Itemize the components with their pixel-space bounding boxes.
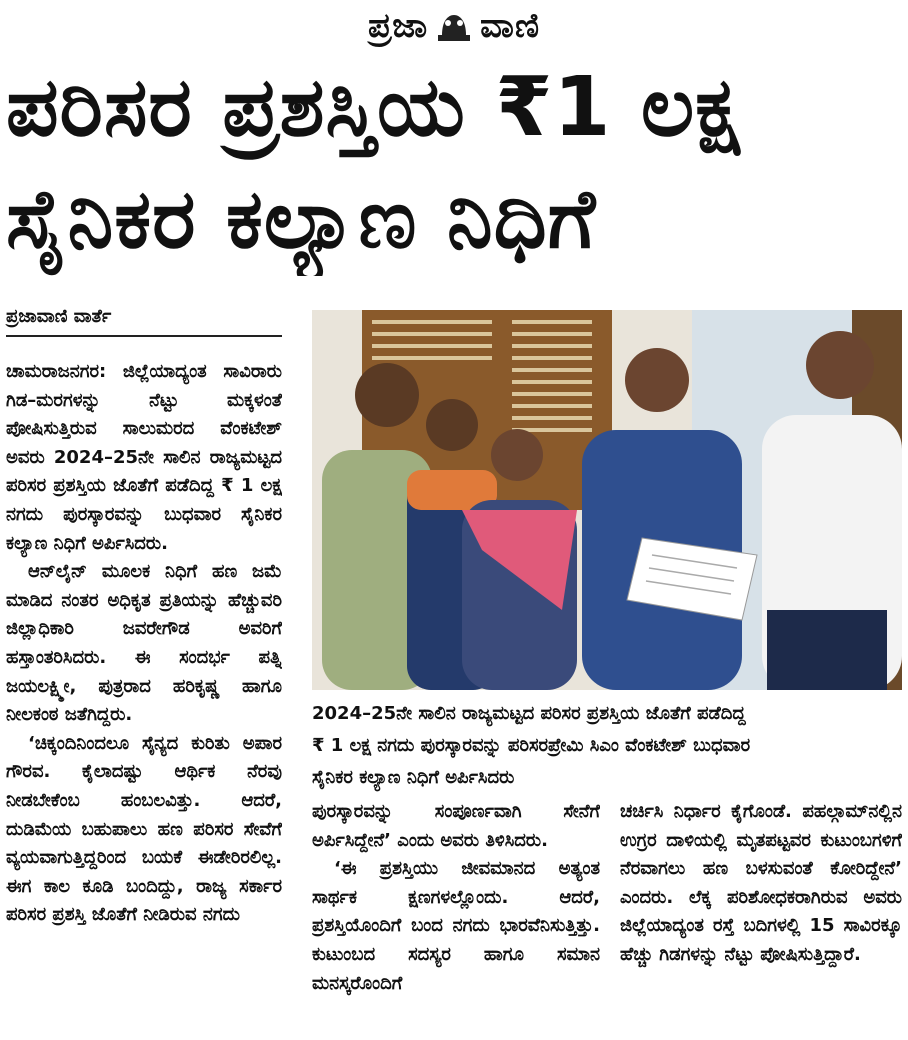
lion-emblem-icon [434,7,474,45]
headline [6,52,902,276]
paragraph: ‘ಈ ಪ್ರಶಸ್ತಿಯು ಜೀವಮಾನದ ಅತ್ಯಂತ ಸಾರ್ಥಕ ಕ್ಷಣಗಳಲ್ಲೊಂದು. ಆದರೆ, ಪ್ರಶಸ್ತಿಯೊಂದಿಗೆ ಬಂದ ನಗದು ಭಾರವೆನಿಸುತ್ತಿತ್ತು. ಕುಟುಂಬದ ಸದಸ್ಯರ ಹಾಗೂ ಸಮಾನ ಮನಸ್ಕರೊಂದಿಗೆ [312,858,600,994]
photo-caption [312,698,902,794]
byline: ಪ್ರಜಾವಾಣಿ ವಾರ್ತೆ [6,306,282,337]
caption-line: ಸೈನಿಕರ ಕಲ್ಯಾಣ ನಿಧಿಗೆ ಅರ್ಪಿಸಿದರು [312,767,515,788]
masthead [0,0,908,52]
masthead-right: ವಾಣಿ [480,6,541,46]
caption-line: 2024–25ನೇ ಸಾಲಿನ ರಾಜ್ಯಮಟ್ಟದ ಪರಿಸರ ಪ್ರಶಸ್ತಿಯ ಜೊತೆಗೆ ಪಡೆದಿದ್ದ [312,703,746,724]
paragraph: ‘ಚಿಕ್ಕಂದಿನಿಂದಲೂ ಸೈನ್ಯದ ಕುರಿತು ಅಪಾರ ಗೌರವ. ಕೈಲಾದಷ್ಟು ಆರ್ಥಿಕ ನೆರವು ನೀಡಬೇಕೆಂಬ ಹಂಬಲವಿತ್ತು. ಆದರೆ, ದುಡಿಮೆಯ ಬಹುಪಾಲು ಹಣ ಪರಿಸರ ಸೇವೆಗೆ ವ್ಯಯವಾಗುತ್ತಿದ್ದರಿಂದ ಬಯಕೆ ಈಡೇರಿರಲಿಲ್ಲ. ಈಗ ಕಾಲ ಕೂಡಿ ಬಂದಿದ್ದು, ರಾಜ್ಯ ಸರ್ಕಾರ ಪರಿಸರ ಪ್ರಶಸ್ತಿ ಜೊತೆಗೆ ನೀಡಿರುವ ನಗದು [6,732,282,926]
paragraph: ಪುರಸ್ಕಾರವನ್ನು ಸಂಪೂರ್ಣವಾಗಿ ಸೇನೆಗೆ ಅರ್ಪಿಸಿದ್ದೇನೆ’ ಎಂದು ಅವರು ತಿಳಿಸಿದರು. [312,801,600,851]
news-photo [312,310,902,690]
newspaper-logo [368,7,540,45]
article-column-2 [312,798,600,1038]
photo-illustration [312,310,902,690]
article-column-1 [6,358,282,1038]
headline-line-2: ಸೈನಿಕರ ಕಲ್ಯಾಣ ನಿಧಿಗೆ [6,172,597,267]
paragraph: ಆನ್‌ಲೈನ್ ಮೂಲಕ ನಿಧಿಗೆ ಹಣ ಜಮೆ ಮಾಡಿದ ನಂತರ ಅಧಿಕೃತ ಪ್ರತಿಯನ್ನು ಹೆಚ್ಚುವರಿ ಜಿಲ್ಲಾಧಿಕಾರಿ ಜವರೇಗೌಡ ಅವರಿಗೆ ಹಸ್ತಾಂತರಿಸಿದರು. ಈ ಸಂದರ್ಭ ಪತ್ನಿ ಜಯಲಕ್ಷ್ಮೀ, ಪುತ್ರರಾದ ಹರಿಕೃಷ್ಣ ಹಾಗೂ ನೀಲಕಂಠ ಜತೆಗಿದ್ದರು. [6,561,282,726]
article-column-3 [620,798,902,1038]
paragraph: ಚಾಮರಾಜನಗರ: ಜಿಲ್ಲೆಯಾದ್ಯಂತ ಸಾವಿರಾರು ಗಿಡ–ಮರಗಳನ್ನು ನೆಟ್ಟು ಮಕ್ಕಳಂತೆ ಪೋಷಿಸುತ್ತಿರುವ ಸಾಲುಮರದ ವೆಂಕಟೇಶ್ ಅವರು 2024–25ನೇ ಸಾಲಿನ ರಾಜ್ಯಮಟ್ಟದ ಪರಿಸರ ಪ್ರಶಸ್ತಿಯ ಜೊತೆಗೆ ಪಡೆದಿದ್ದ ₹ 1 ಲಕ್ಷ ನಗದು ಪುರಸ್ಕಾರವನ್ನು ಬುಧವಾರ ಸೈನಿಕರ ಕಲ್ಯಾಣ ನಿಧಿಗೆ ಅರ್ಪಿಸಿದರು. [6,361,282,554]
paragraph: ಚರ್ಚಿಸಿ ನಿರ್ಧಾರ ಕೈಗೊಂಡೆ. ಪಹಲ್ಗಾಮ್‌ನಲ್ಲಿನ ಉಗ್ರರ ದಾಳಿಯಲ್ಲಿ ಮೃತಪಟ್ಟವರ ಕುಟುಂಬಗಳಿಗೆ ನೆರವಾಗಲು ಹಣ ಬಳಸುವಂತೆ ಕೋರಿದ್ದೇನೆ’ ಎಂದರು. ಲೆಕ್ಕ ಪರಿಶೋಧಕರಾಗಿರುವ ಅವರು ಜಿಲ್ಲೆಯಾದ್ಯಂತ ರಸ್ತೆ ಬದಿಗಳಲ್ಲಿ 15 ಸಾವಿರಕ್ಕೂ ಹೆಚ್ಚು ಗಿಡಗಳನ್ನು ನೆಟ್ಟು ಪೋಷಿಸುತ್ತಿದ್ದಾರೆ. [620,801,902,965]
masthead-left: ಪ್ರಜಾ [367,6,429,46]
caption-line: ₹ 1 ಲಕ್ಷ ನಗದು ಪುರಸ್ಕಾರವನ್ನು ಪರಿಸರಪ್ರೇಮಿ ಸಿಎಂ ವೆಂಕಟೇಶ್ ಬುಧವಾರ [312,735,751,756]
headline-line-1: ಪರಿಸರ ಪ್ರಶಸ್ತಿಯ ₹1 ಲಕ್ಷ [6,60,741,155]
